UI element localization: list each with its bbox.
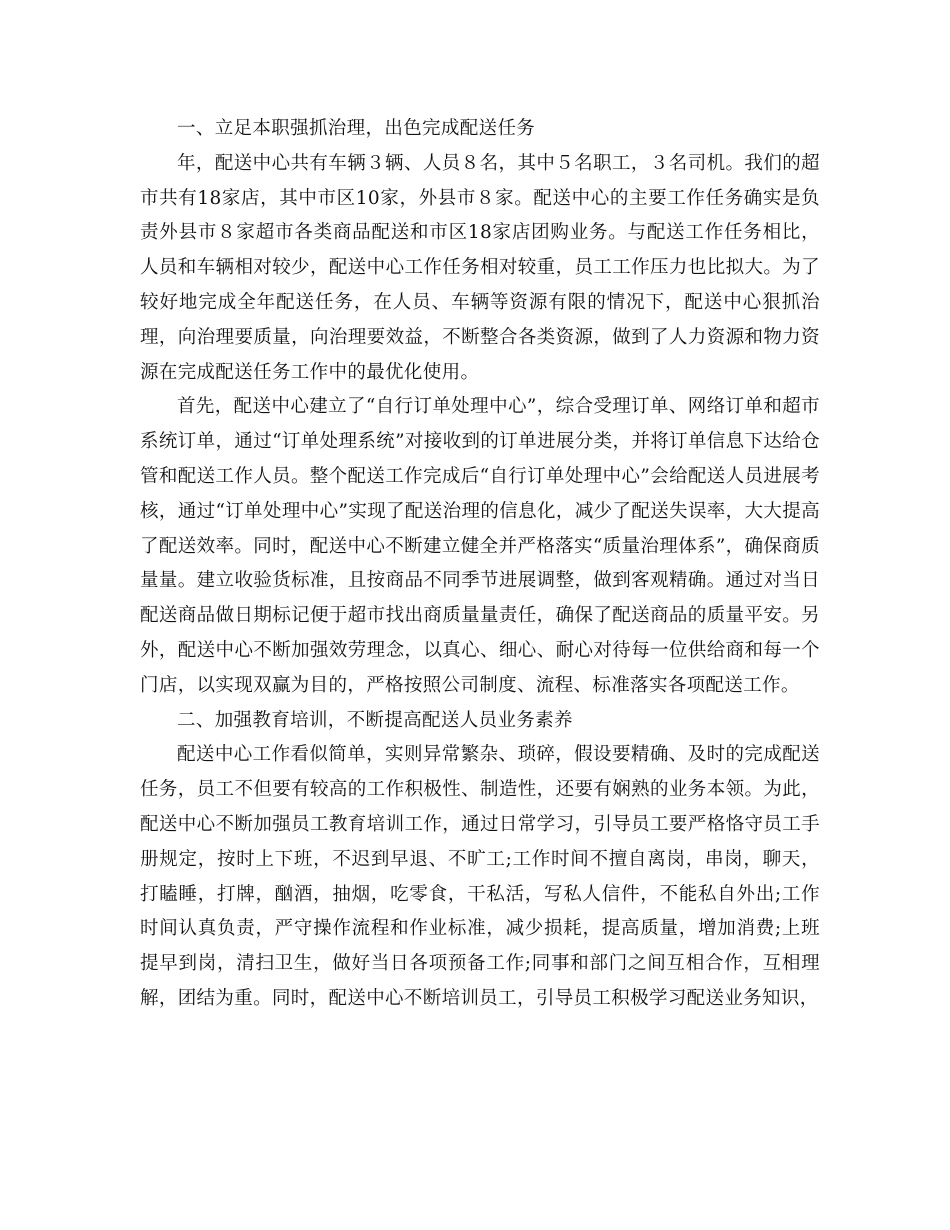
paragraph-training: 配送中心工作看似简单，实则异常繁杂、琐碎，假设要精确、及时的完成配送任务，员工不但要有较高的工作积极性、制造性，还要有娴熟的业务本领。为此，配送中心不断加强员工教育培训工作，通过日常学习，引导员工要严格恪守员工手册规定，按时上下班，不迟到早退、不旷工;工作时间不擅自离岗，串岗，聊天，打瞌睡，打牌，酗酒，抽烟，吃零食，干私活，写私人信件，不能私自外出;工作时间认真负责，严守操作流程和作业标准，减少损耗，提高质量，增加消费;上班提早到岗，清扫卫生，做好当日各项预备工作;同事和部门之间互相合作，互相理解，团结为重。同时，配送中心不断培训员工，引导员工积极学习配送业务知识， bbox=[140, 744, 820, 1009]
section-heading-1: 一、立足本职强抓治理，出色完成配送任务 bbox=[177, 118, 536, 139]
paragraph-staff-vehicles: 年，配送中心共有车辆３辆、人员８名，其中５名职工，３名司机。我们的超市共有18家店，其中市区10家，外县市８家。配送中心的主要工作任务确实是负责外县市８家超市各类商品配送和市区18家店团购业务。与配送工作任务相比，人员和车辆相对较少，配送中心工作任务相对较重，员工工作压力也比拟大。为了较好地完成全年配送任务，在人员、车辆等资源有限的情况下，配送中心狠抓治理，向治理要质量，向治理要效益，不断整合各类资源，做到了人力资源和物力资源在完成配送任务工作中的最优化使用。 bbox=[140, 152, 820, 383]
paragraph-order-center: 首先，配送中心建立了“自行订单处理中心”，综合受理订单、网络订单和超市系统订单，通过“订单处理系统”对接收到的订单进展分类，并将订单信息下达给仓管和配送工作人员。整个配送工作完成后“自行订单处理中心”会给配送人员进展考核，通过“订单处理中心”实现了配送治理的信息化，减少了配送失误率，大大提高了配送效率。同时，配送中心不断建立健全并严格落实“质量治理体系”，确保商质量量。建立收验货标准，且按商品不同季节进展调整，做到客观精确。通过对当日配送商品做日期标记便于超市找出商质量量责任，确保了配送商品的质量平安。另外，配送中心不断加强效劳理念，以真心、细心、耐心对待每一位供给商和每一个门店，以实现双赢为目的，严格按照公司制度、流程、标准落实各项配送工作。 bbox=[140, 396, 820, 696]
section-heading-2: 二、加强教育培训，不断提高配送人员业务素养 bbox=[177, 709, 573, 731]
document-body bbox=[140, 112, 820, 1017]
